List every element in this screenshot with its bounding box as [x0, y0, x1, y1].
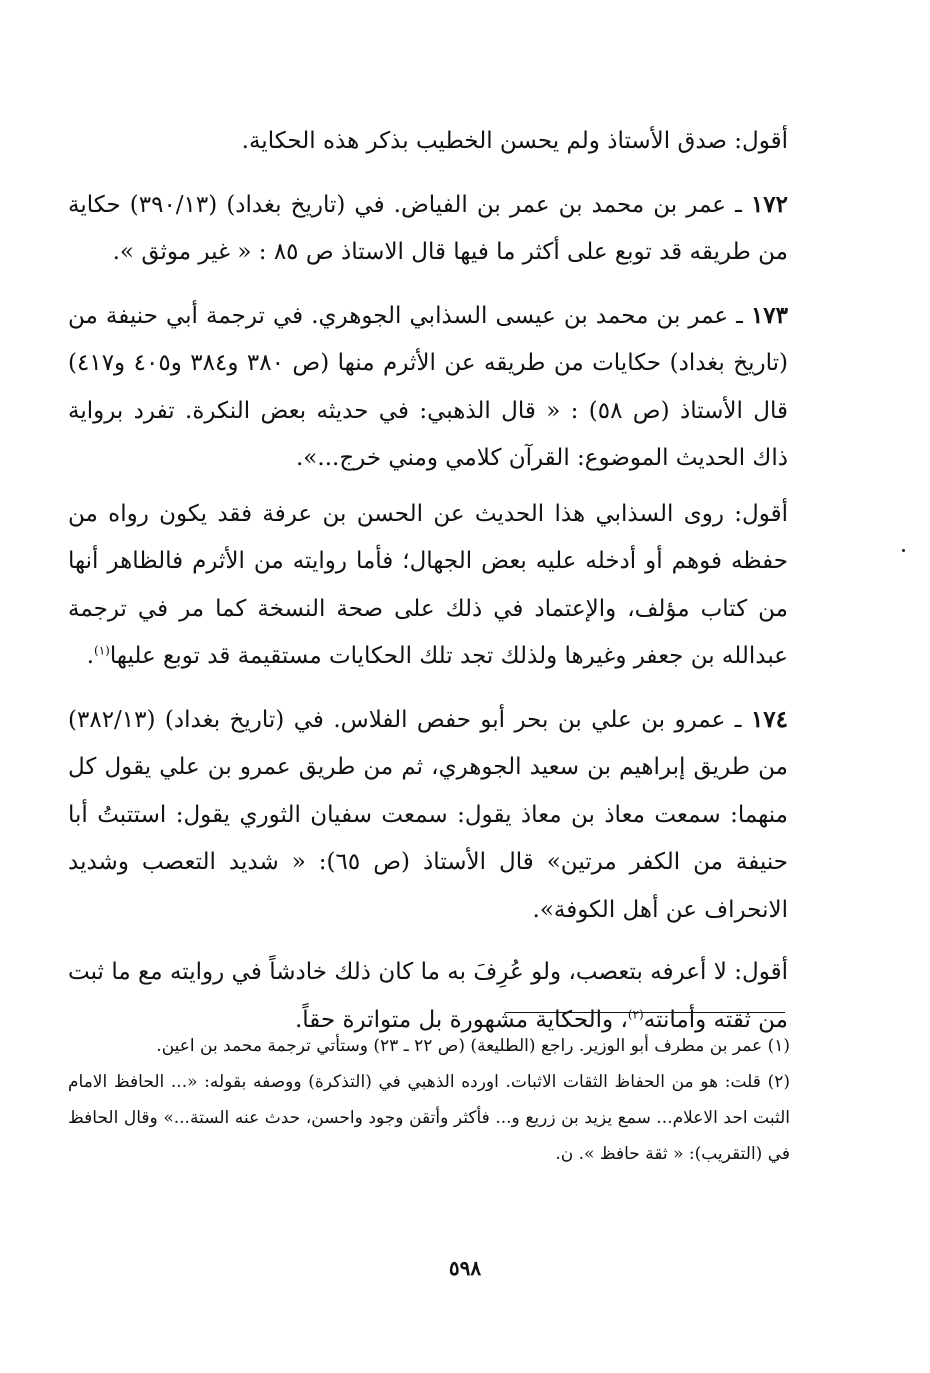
paragraph-3: [68, 491, 788, 681]
paragraph-text: أقول: لا أعرفه بتعصب، ولو عُرِفَ به ما كان ذلك خادشاً في روايته مع ما ثبت من ثقته وأمانته: [68, 959, 788, 1033]
entry-number: ١٧٣: [750, 301, 788, 329]
footnote-divider: [505, 1012, 785, 1013]
main-text: [68, 118, 788, 1059]
paragraph-text: ـ عمرو بن علي بن بحر أبو حفص الفلاس. في (تاريخ بغداد) (٣٨٢/١٣) من طريق إبراهيم بن سعيد الجوهري، ثم من طريق عمرو بن علي يقول كل منهما: سمعت معاذ بن معاذ يقول: سمعت سفيان الثوري يقول: استتبتُ أبا حنيفة من الكفر مرتين» قال الأستاذ (ص ٦٥): « شديد التعصب وشديد الانحراف عن أهل الكوفة».: [68, 706, 789, 923]
page-number: ٥٩٨: [448, 1256, 482, 1280]
paragraph-text-end: ، والحكاية مشهورة بل متواترة حقاً.: [294, 1006, 628, 1033]
paragraph-text: ـ عمر بن محمد بن عمر بن الفياض. في (تاريخ بغداد) (٣٩٠/١٣) حكاية من طريقه قد توبع على أكثر ما فيها قال الاستاذ ص ٨٥ : « غير موثق ».: [68, 191, 788, 265]
scan-speck: [902, 549, 905, 552]
paragraph-text: أقول: صدق الأستاذ ولم يحسن الخطيب بذكر هذه الحكاية.: [241, 128, 788, 154]
entry-number: ١٧٢: [750, 190, 788, 218]
footnotes: [68, 1028, 790, 1172]
footnote-ref-1[interactable]: (١): [94, 643, 110, 658]
entry-173: [68, 292, 788, 483]
entry-172: [68, 181, 788, 277]
entry-174: [68, 696, 788, 935]
paragraph-text: ـ عمر بن محمد بن عيسى السذابي الجوهري. في ترجمة أبي حنيفة من (تاريخ بغداد) حكايات من طريقه عن الأثرم منها (ص ٣٨٠ و٣٨٤ و٤٠٥ و٤١٧) قال الأستاذ (ص ٥٨) : « قال الذهبي: في حديثه بعض النكرة. تفرد برواية ذاك الحديث الموضوع: القرآن كلامي ومني خرج...».: [68, 302, 788, 471]
footnote-1: (١) عمر بن مطرف أبو الوزير. راجع (الطليعة) (ص ٢٢ ـ ٢٣) وستأتي ترجمة محمد بن اعين.: [156, 1036, 790, 1056]
paragraph-text: أقول: روى السذابي هذا الحديث عن الحسن بن عرفة فقد يكون رواه من حفظه فوهم أو أدخله عليه بعض الجهال؛ فأما روايته من الأثرم فالظاهر أنها من كتاب مؤلف، والإعتماد في ذلك على صحة النسخة كما مر في ترجمة عبدالله بن جعفر وغيرها ولذلك تجد تلك الحكايات مستقيمة قد توبع عليها: [68, 500, 788, 669]
paragraph-text-end: .: [86, 643, 95, 669]
footnote-2: (٢) قلت: هو من الحفاظ الثقات الاثبات. اورده الذهبي في (التذكرة) ووصفه بقوله: «... الحافظ الامام الثبت احد الاعلام... سمع يزيد بن زريع و... فأكثر وأتقن وجود واحسن، حدث عنه الستة...» وقال الحافظ في (التقريب): « ثقة حافظ ». ن.: [68, 1072, 790, 1164]
footnote-ref-2[interactable]: (٢): [627, 1006, 644, 1021]
paragraph-0: [68, 118, 788, 166]
entry-number: ١٧٤: [750, 705, 788, 733]
